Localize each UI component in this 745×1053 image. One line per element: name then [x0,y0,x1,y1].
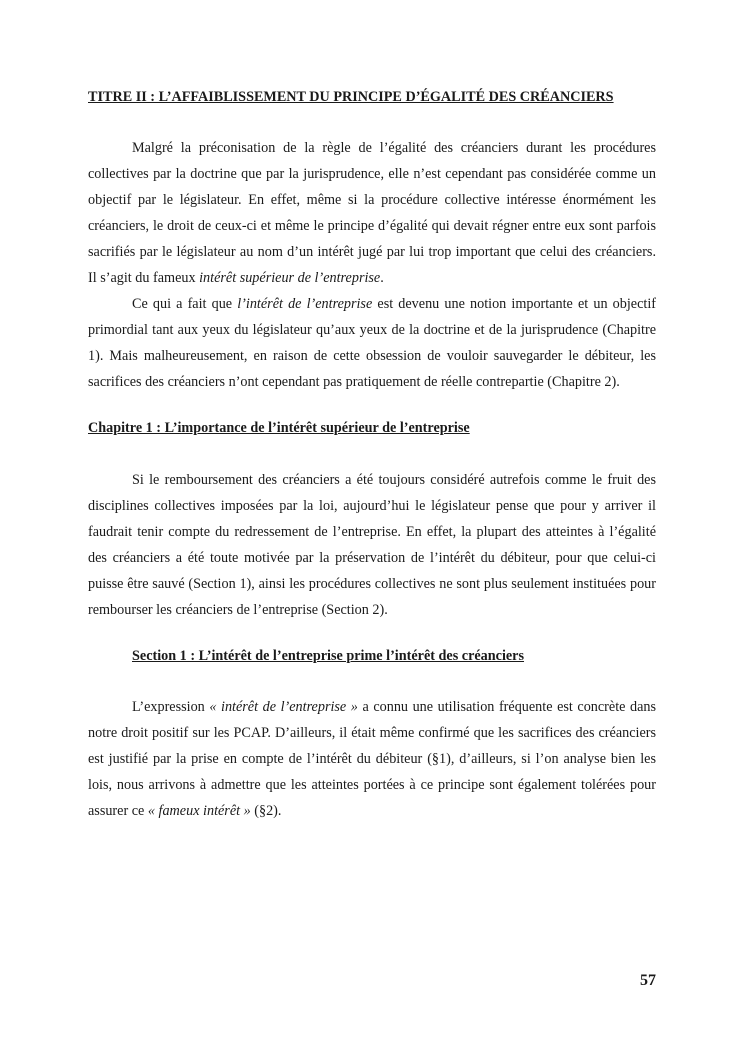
section-1-emphasis-2: « fameux intérêt » [147,803,251,819]
page-body [88,86,656,824]
intro-p2-emphasis: l’intérêt de l’entreprise [237,296,373,312]
intro-p1-emphasis: intérêt supérieur de l’entreprise [199,270,381,286]
section-1-text-b: a connu une utilisation fréquente est concrète dans notre droit positif sur les PCAP. D’ailleurs, il était même confirmé que les sacrifices des créanciers est justifié par la prise en compte de l’intérêt du débiteur (§1), d’ailleurs, si l’on analyse bien les lois, nous arrivons à admettre que les atteintes portées à ce principe sont également tolérées pour assurer ce [88,699,657,819]
chapter-1-paragraph: Si le remboursement des créanciers a été toujours considéré autrefois comme le fruit des disciplines collectives imposées par la loi, aujourd’hui le législateur pense que pour y arriver il faudrait tenir compte du redressement de l’entreprise. En effet, la plupart des atteintes à l’égalité des créanciers a été toute motivée par la préservation de l’intérêt du débiteur, pour que celui-ci puisse être sauvé (Section 1), ainsi les procédures collectives ne sont plus seulement instituées pour rembourser les créanciers de l’entreprise (Section 2). [88,472,656,618]
intro-paragraph-2 [88,291,656,395]
chapter-1-title: Chapitre 1 : L’importance de l’intérêt supérieur de l’entreprise [88,420,470,436]
page-number: 57 [640,972,656,989]
section-1-paragraph [88,694,656,824]
intro-p2-text-a: Ce qui a fait que [132,296,238,312]
section-1-text-c: (§2). [250,803,282,819]
intro-paragraph-1 [88,135,656,291]
section-1-emphasis-1: « intérêt de l’entreprise » [209,699,358,715]
section-1-title: Section 1 : L’intérêt de l’entreprise prime l’intérêt des créanciers [132,648,525,664]
intro-p2-text-b: est devenu une notion importante et un objectif primordial tant aux yeux du législateur qu’aux yeux de la doctrine et de la jurisprudence (Chapitre 1). Mais malheureusement, en raison de cette obsession de vouloir sauvegarder le débiteur, les sacrifices des créanciers n’ont cependant pas pratiquement de réelle contrepartie (Chapitre 2). [88,296,656,390]
intro-p1-text-a: Malgré la préconisation de la règle de l’égalité des créanciers durant les procédures collectives par la doctrine que par la jurisprudence, elle n’est cependant pas considérée comme un objectif par le législateur. En effet, même si la procédure collective intéresse énormément les créanciers, le droit de ceux-ci et même le principe d’égalité qui devait régner entre eux sont parfois sacrifiés par le législateur au nom d’un intérêt jugé par lui trop important que celui des créanciers. Il s’agit du fameux [88,140,656,286]
part-title: TITRE II : L’AFFAIBLISSEMENT DU PRINCIPE D’ÉGALITÉ DES CRÉANCIERS [88,89,614,105]
section-1-text-a: L’expression [132,699,210,715]
intro-p1-text-b: . [380,270,384,286]
